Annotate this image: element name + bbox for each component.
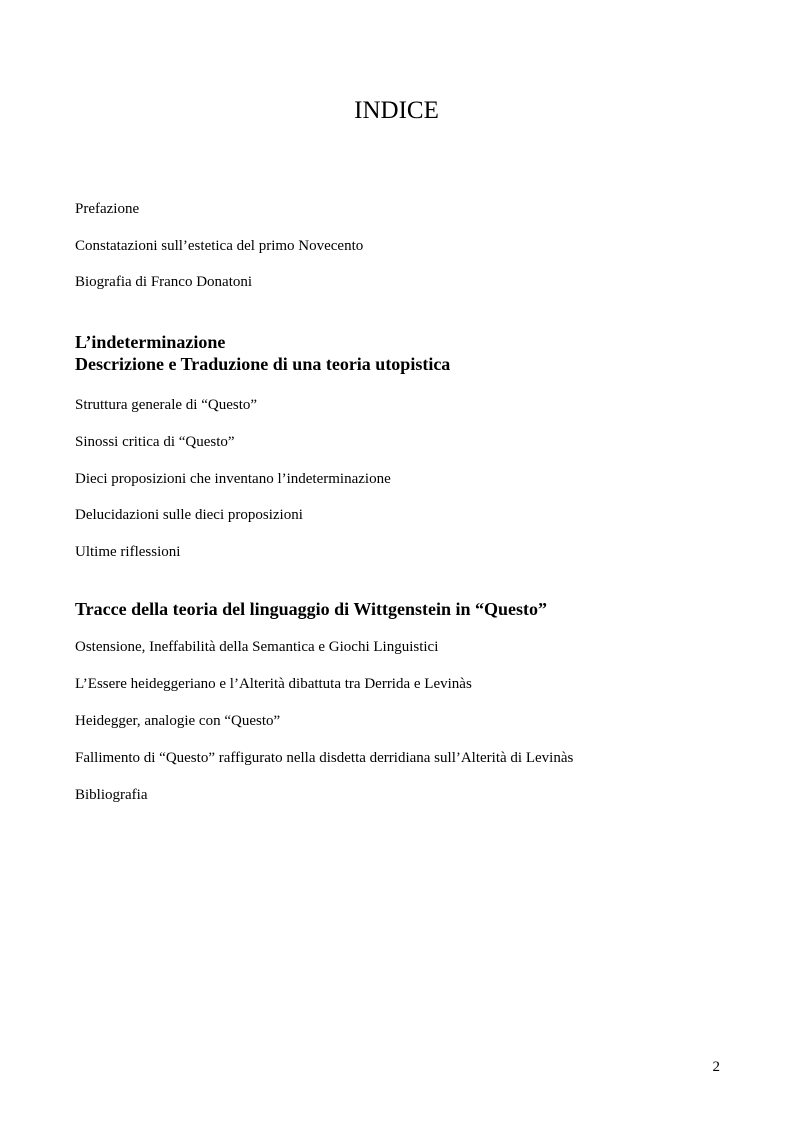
toc-entry: L’Essere heideggeriano e l’Alterità dibattuta tra Derrida e Levinàs (75, 676, 472, 692)
toc-entry: Struttura generale di “Questo” (75, 397, 258, 413)
toc-entry: Delucidazioni sulle dieci proposizioni (75, 507, 303, 523)
toc-entry: Ultime riflessioni (75, 544, 181, 560)
toc-entry: Ostensione, Ineffabilità della Semantica e Giochi Linguistici (75, 639, 439, 655)
page-number: 2 (712, 1059, 720, 1075)
toc-entry: Biografia di Franco Donatoni (75, 274, 253, 290)
toc-entry: Sinossi critica di “Questo” (75, 434, 235, 450)
toc-entry: Heidegger, analogie con “Questo” (75, 713, 281, 729)
section-heading: Tracce della teoria del linguaggio di Wittgenstein in “Questo” (75, 599, 547, 619)
toc-entry: Prefazione (75, 201, 140, 217)
toc-entry: Fallimento di “Questo” raffigurato nella disdetta derridiana sull’Alterità di Levinàs (75, 750, 574, 766)
page-title: INDICE (354, 97, 439, 124)
toc-entry: Bibliografia (75, 787, 148, 803)
toc-entry: Constatazioni sull’estetica del primo Novecento (75, 238, 364, 254)
toc-entry: Dieci proposizioni che inventano l’indeterminazione (75, 471, 391, 487)
section-heading-subtitle: Descrizione e Traduzione di una teoria utopistica (75, 354, 451, 374)
section-heading: L’indeterminazione (75, 332, 226, 352)
